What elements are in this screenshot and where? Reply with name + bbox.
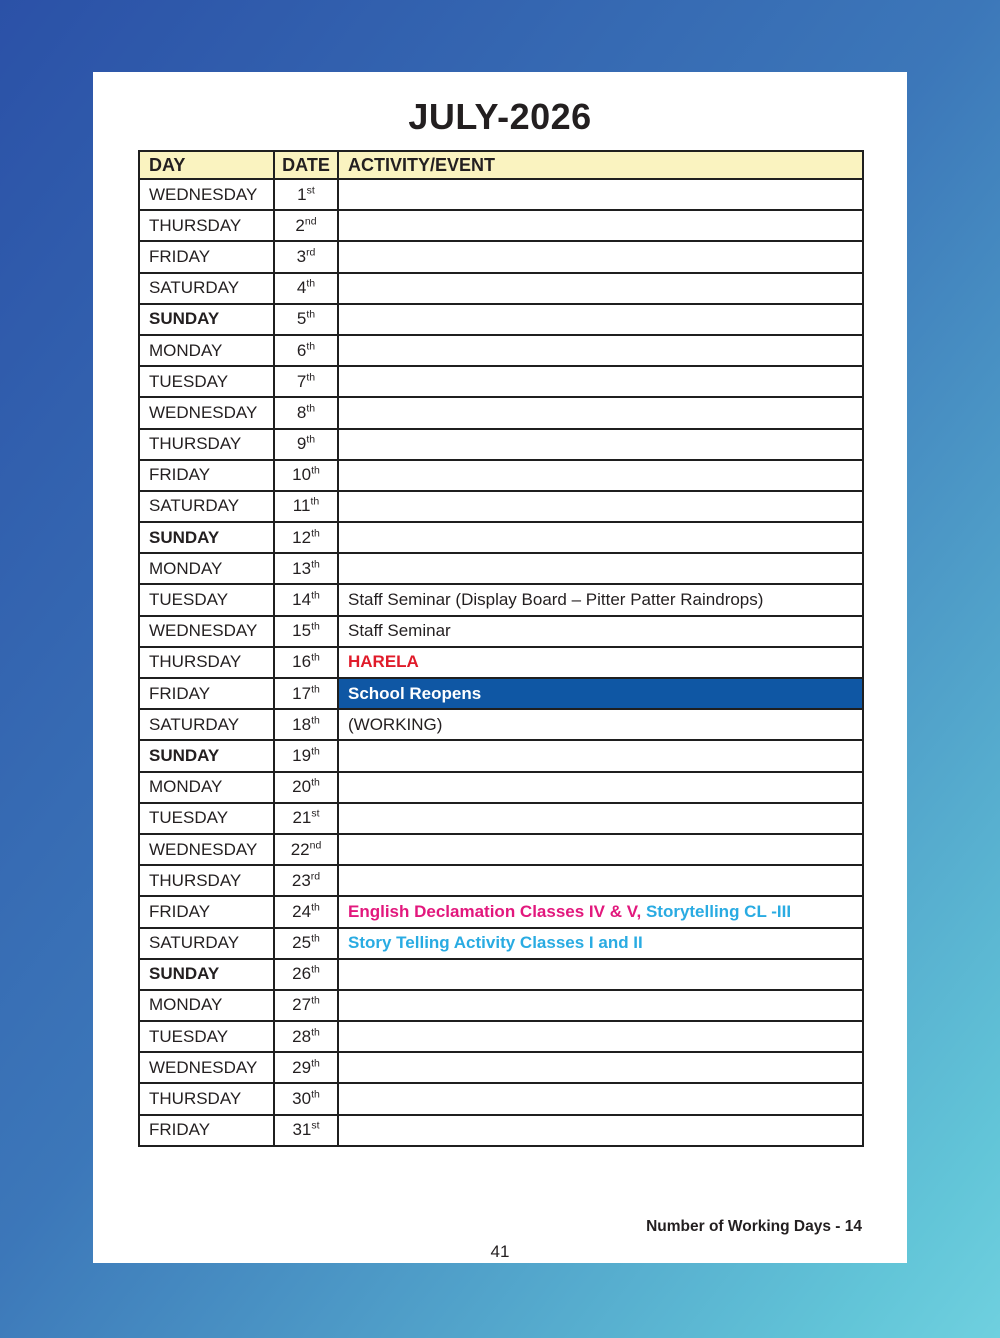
table-row [139,616,863,647]
date-value: 11 [292,496,311,516]
date-cell [274,990,338,1021]
date-cell [274,740,338,771]
activity-cell [338,304,863,335]
activity-cell [338,460,863,491]
date-cell [274,241,338,272]
date-cell [274,273,338,304]
table-row [139,1021,863,1052]
date-value: 20 [292,777,312,797]
date-cell [274,491,338,522]
date-ordinal: th [311,994,320,1007]
activity-cell [338,397,863,428]
date-ordinal: th [311,1088,320,1101]
date-ordinal: th [306,402,316,415]
date-value: 25 [292,933,312,953]
page-card [93,72,907,1263]
day-cell: WEDNESDAY [139,1052,274,1083]
date-ordinal: th [311,714,320,727]
table-row [139,460,863,491]
date-cell [274,304,338,335]
activity-cell [338,179,863,210]
table-row [139,709,863,740]
table-row [139,553,863,584]
date-value: 4 [296,278,307,298]
date-cell [274,335,338,366]
date-ordinal: st [311,807,320,820]
header-day: DAY [139,151,274,179]
date-cell [274,647,338,678]
activity-text: (WORKING) [348,714,443,734]
date-ordinal: rd [306,246,316,259]
day-cell: FRIDAY [139,1115,274,1146]
date-value: 15 [292,621,312,641]
date-ordinal: th [311,620,320,633]
activity-cell [338,928,863,959]
activity-cell [338,366,863,397]
table-row [139,429,863,460]
day-cell: TUESDAY [139,1021,274,1052]
date-cell [274,834,338,865]
calendar-table-header [139,151,863,179]
activity-cell [338,740,863,771]
activity-text: English Declamation Classes IV & V, [348,901,642,921]
date-cell [274,928,338,959]
day-cell: THURSDAY [139,429,274,460]
date-value: 7 [296,371,307,391]
table-row [139,834,863,865]
calendar-table [138,150,864,1147]
activity-cell [338,1052,863,1083]
date-value: 24 [292,901,312,921]
activity-cell [338,896,863,927]
day-cell: TUESDAY [139,366,274,397]
day-cell: TUESDAY [139,584,274,615]
date-cell [274,1083,338,1114]
date-ordinal: th [306,433,316,446]
table-row [139,273,863,304]
activity-cell [338,553,863,584]
day-cell: SUNDAY [139,522,274,553]
date-ordinal: st [306,183,315,196]
header-date: DATE [274,151,338,179]
table-row [139,522,863,553]
date-cell [274,553,338,584]
date-ordinal: th [311,901,320,914]
activity-cell [338,990,863,1021]
activity-cell [338,616,863,647]
day-cell: SUNDAY [139,304,274,335]
activity-cell [338,709,863,740]
date-cell [274,522,338,553]
date-ordinal: th [311,651,320,664]
activity-cell [338,522,863,553]
table-row [139,678,863,709]
activity-cell [338,429,863,460]
date-value: 23 [291,870,311,890]
activity-text: Story Telling Activity Classes I and II [348,933,643,953]
date-ordinal: th [311,963,320,976]
date-value: 30 [292,1089,312,1109]
date-value: 1 [297,184,307,204]
table-row [139,366,863,397]
date-ordinal: th [306,308,316,321]
table-row [139,210,863,241]
activity-cell [338,584,863,615]
header-row [139,151,863,179]
table-row [139,772,863,803]
table-row [139,740,863,771]
day-cell: THURSDAY [139,647,274,678]
date-cell [274,959,338,990]
day-cell: SUNDAY [139,959,274,990]
table-row [139,803,863,834]
date-cell [274,366,338,397]
day-cell: WEDNESDAY [139,616,274,647]
date-value: 6 [296,340,307,360]
activity-cell [338,335,863,366]
date-cell [274,616,338,647]
day-cell: SUNDAY [139,740,274,771]
activity-cell [338,1115,863,1146]
date-cell [274,397,338,428]
date-ordinal: th [306,339,316,352]
date-ordinal: th [311,682,320,695]
day-cell: THURSDAY [139,1083,274,1114]
date-cell [274,460,338,491]
date-ordinal: th [310,495,320,508]
date-cell [274,1021,338,1052]
day-cell: SATURDAY [139,273,274,304]
activity-cell [338,678,863,709]
day-cell: MONDAY [139,335,274,366]
activity-cell [338,959,863,990]
table-row [139,928,863,959]
table-row [139,865,863,896]
table-row [139,1083,863,1114]
activity-cell [338,491,863,522]
date-value: 3 [296,246,307,266]
day-cell: SATURDAY [139,491,274,522]
date-ordinal: th [311,1026,320,1038]
table-row [139,179,863,210]
date-value: 2 [295,215,305,235]
day-cell: WEDNESDAY [139,179,274,210]
date-value: 26 [292,964,312,984]
date-value: 19 [292,745,312,765]
date-value: 28 [292,1026,312,1046]
date-cell [274,179,338,210]
table-row [139,304,863,335]
date-ordinal: th [311,932,320,945]
day-cell: TUESDAY [139,803,274,834]
date-ordinal: th [306,371,316,384]
page-number: 41 [490,1242,510,1261]
activity-cell [338,834,863,865]
date-cell [274,896,338,927]
date-cell [274,678,338,709]
day-cell: MONDAY [139,990,274,1021]
activity-text: HARELA [348,652,419,672]
table-row [139,335,863,366]
day-cell: FRIDAY [139,460,274,491]
date-ordinal: nd [304,215,317,228]
date-cell [274,584,338,615]
date-value: 27 [292,995,312,1015]
table-row [139,959,863,990]
date-value: 16 [292,652,312,672]
date-cell [274,1115,338,1146]
working-days-note: Number of Working Days - 14 [646,1218,862,1235]
date-cell [274,772,338,803]
date-ordinal: th [311,589,320,602]
activity-cell [338,1083,863,1114]
table-row [139,397,863,428]
date-value: 18 [292,714,312,734]
day-cell: FRIDAY [139,241,274,272]
date-value: 29 [292,1057,312,1077]
activity-text: Storytelling CL -III [641,901,792,921]
date-cell [274,429,338,460]
activity-cell [338,865,863,896]
date-value: 8 [296,402,307,422]
table-row [139,1115,863,1146]
date-ordinal: th [311,776,320,789]
date-ordinal: nd [309,838,322,851]
day-cell: FRIDAY [139,896,274,927]
date-ordinal: th [306,277,316,290]
day-cell: MONDAY [139,772,274,803]
date-value: 9 [296,434,307,454]
date-ordinal: st [311,1119,320,1132]
date-ordinal: th [311,558,320,571]
day-cell: MONDAY [139,553,274,584]
header-activity: ACTIVITY/EVENT [338,151,863,179]
date-value: 5 [296,309,307,329]
date-value: 31 [292,1120,312,1140]
activity-text: School Reopens [348,683,482,703]
table-row [139,491,863,522]
date-ordinal: rd [310,870,321,883]
date-value: 13 [292,558,312,578]
date-value: 10 [292,465,312,485]
date-ordinal: th [311,1057,320,1070]
date-ordinal: th [311,745,320,758]
day-cell: THURSDAY [139,865,274,896]
table-row [139,647,863,678]
calendar-table-body [139,179,863,1146]
table-row [139,241,863,272]
activity-cell [338,273,863,304]
day-cell: THURSDAY [139,210,274,241]
day-cell: WEDNESDAY [139,834,274,865]
activity-text: Staff Seminar [348,621,451,641]
activity-cell [338,647,863,678]
date-cell [274,865,338,896]
day-cell: FRIDAY [139,678,274,709]
date-value: 21 [292,808,312,828]
activity-cell [338,772,863,803]
day-cell: SATURDAY [139,928,274,959]
date-ordinal: th [311,464,320,477]
activity-cell [338,803,863,834]
date-ordinal: th [311,527,320,539]
activity-cell [338,210,863,241]
table-row [139,1052,863,1083]
date-value: 14 [292,590,312,610]
date-value: 12 [292,527,312,547]
page-title: JULY-2026 [408,96,592,137]
day-cell: WEDNESDAY [139,397,274,428]
date-value: 22 [290,839,310,859]
date-cell [274,210,338,241]
day-cell: SATURDAY [139,709,274,740]
table-row [139,584,863,615]
table-row [139,896,863,927]
table-row [139,990,863,1021]
date-cell [274,803,338,834]
activity-text: Staff Seminar (Display Board – Pitter Patter Raindrops) [348,590,764,610]
date-value: 17 [292,683,312,703]
activity-cell [338,241,863,272]
activity-cell [338,1021,863,1052]
date-cell [274,709,338,740]
date-cell [274,1052,338,1083]
